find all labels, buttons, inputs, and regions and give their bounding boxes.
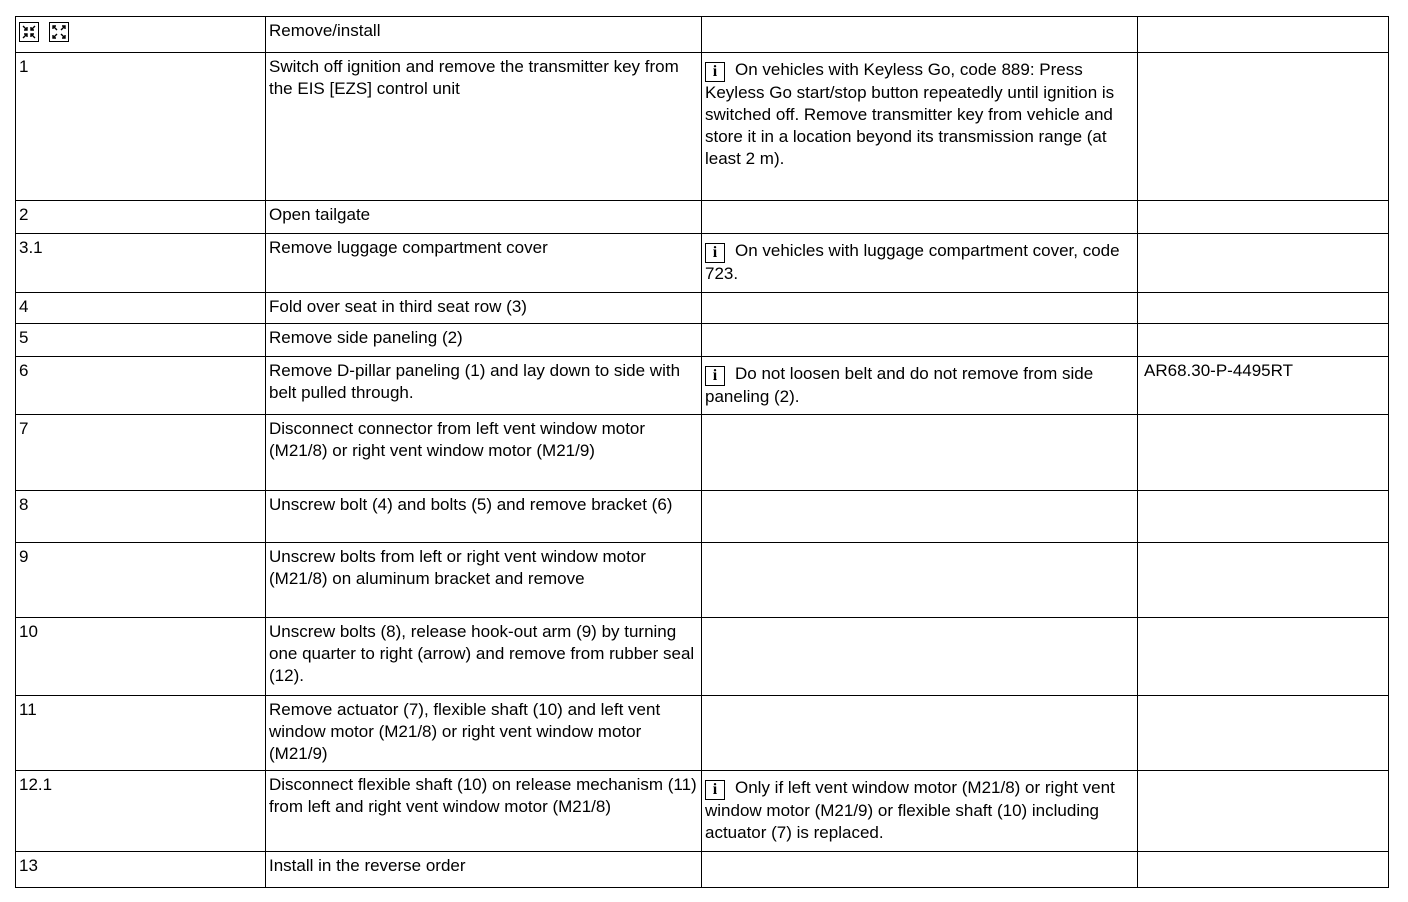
table-row bbox=[16, 852, 1389, 888]
step-note bbox=[702, 491, 1138, 543]
remove-icon bbox=[19, 22, 39, 42]
step-action: Remove side paneling (2) bbox=[266, 324, 702, 357]
step-reference bbox=[1138, 415, 1389, 491]
table-row bbox=[16, 293, 1389, 324]
step-number: 12.1 bbox=[16, 771, 266, 852]
step-number: 2 bbox=[16, 201, 266, 234]
step-note bbox=[702, 357, 1138, 415]
step-number: 8 bbox=[16, 491, 266, 543]
step-note bbox=[702, 415, 1138, 491]
step-reference bbox=[1138, 53, 1389, 201]
table-row bbox=[16, 234, 1389, 293]
note-text: Only if left vent window motor (M21/8) or right vent window motor (M21/9) or flexible shaft (10) including actuator (7) is replaced. bbox=[705, 778, 1115, 842]
procedure-table bbox=[15, 16, 1389, 888]
step-number: 1 bbox=[16, 53, 266, 201]
step-action: Unscrew bolts from left or right vent window motor (M21/8) on aluminum bracket and remove bbox=[266, 543, 702, 618]
step-note bbox=[702, 53, 1138, 201]
table-row bbox=[16, 357, 1389, 415]
step-number: 10 bbox=[16, 618, 266, 696]
table-row bbox=[16, 696, 1389, 771]
table-row bbox=[16, 618, 1389, 696]
step-reference bbox=[1138, 543, 1389, 618]
info-icon: i bbox=[705, 780, 725, 800]
step-action: Disconnect connector from left vent window motor (M21/8) or right vent window motor (M21/9) bbox=[266, 415, 702, 491]
step-action: Open tailgate bbox=[266, 201, 702, 234]
install-icon bbox=[49, 22, 69, 42]
step-reference bbox=[1138, 201, 1389, 234]
info-icon: i bbox=[705, 243, 725, 263]
step-number: 9 bbox=[16, 543, 266, 618]
step-note bbox=[702, 234, 1138, 293]
step-action: Remove luggage compartment cover bbox=[266, 234, 702, 293]
step-action: Unscrew bolts (8), release hook-out arm (9) by turning one quarter to right (arrow) and remove from rubber seal (12). bbox=[266, 618, 702, 696]
step-number: 6 bbox=[16, 357, 266, 415]
header-empty-ref bbox=[1138, 17, 1389, 53]
info-icon: i bbox=[705, 366, 725, 386]
step-action: Remove actuator (7), flexible shaft (10) and left vent window motor (M21/8) or right vent window motor (M21/9) bbox=[266, 696, 702, 771]
step-note bbox=[702, 324, 1138, 357]
step-action: Install in the reverse order bbox=[266, 852, 702, 888]
table-row bbox=[16, 324, 1389, 357]
table-row bbox=[16, 53, 1389, 201]
table-row bbox=[16, 543, 1389, 618]
step-number: 4 bbox=[16, 293, 266, 324]
step-reference bbox=[1138, 324, 1389, 357]
step-action: Disconnect flexible shaft (10) on release mechanism (11) from left and right vent window motor (M21/8) bbox=[266, 771, 702, 852]
step-action: Switch off ignition and remove the transmitter key from the EIS [EZS] control unit bbox=[266, 53, 702, 201]
step-number: 13 bbox=[16, 852, 266, 888]
step-reference[interactable]: AR68.30-P-4495RT bbox=[1138, 357, 1389, 415]
header-icons-cell bbox=[16, 17, 266, 53]
step-note bbox=[702, 201, 1138, 234]
info-icon: i bbox=[705, 62, 725, 82]
step-reference bbox=[1138, 771, 1389, 852]
note-text: On vehicles with Keyless Go, code 889: Press Keyless Go start/stop button repeatedly until ignition is switched off. Remove transmitter key from vehicle and store it in a location beyond its transmission range (at least 2 m). bbox=[705, 60, 1115, 168]
step-note bbox=[702, 293, 1138, 324]
step-action: Remove D-pillar paneling (1) and lay down to side with belt pulled through. bbox=[266, 357, 702, 415]
note-text: Do not loosen belt and do not remove from side paneling (2). bbox=[705, 364, 1094, 406]
step-reference bbox=[1138, 293, 1389, 324]
table-row bbox=[16, 771, 1389, 852]
step-action: Fold over seat in third seat row (3) bbox=[266, 293, 702, 324]
step-note bbox=[702, 543, 1138, 618]
step-note bbox=[702, 696, 1138, 771]
step-number: 3.1 bbox=[16, 234, 266, 293]
step-reference bbox=[1138, 234, 1389, 293]
step-number: 5 bbox=[16, 324, 266, 357]
step-note bbox=[702, 771, 1138, 852]
step-note bbox=[702, 618, 1138, 696]
step-number: 7 bbox=[16, 415, 266, 491]
step-reference bbox=[1138, 491, 1389, 543]
procedure-rows bbox=[16, 53, 1389, 888]
step-number: 11 bbox=[16, 696, 266, 771]
table-row bbox=[16, 201, 1389, 234]
step-reference bbox=[1138, 696, 1389, 771]
step-note bbox=[702, 852, 1138, 888]
table-row bbox=[16, 415, 1389, 491]
step-reference bbox=[1138, 618, 1389, 696]
table-row bbox=[16, 491, 1389, 543]
header-row bbox=[16, 17, 1389, 53]
header-empty-note bbox=[702, 17, 1138, 53]
step-action: Unscrew bolt (4) and bolts (5) and remove bracket (6) bbox=[266, 491, 702, 543]
step-reference bbox=[1138, 852, 1389, 888]
note-text: On vehicles with luggage compartment cover, code 723. bbox=[705, 241, 1120, 283]
header-title: Remove/install bbox=[266, 17, 702, 53]
